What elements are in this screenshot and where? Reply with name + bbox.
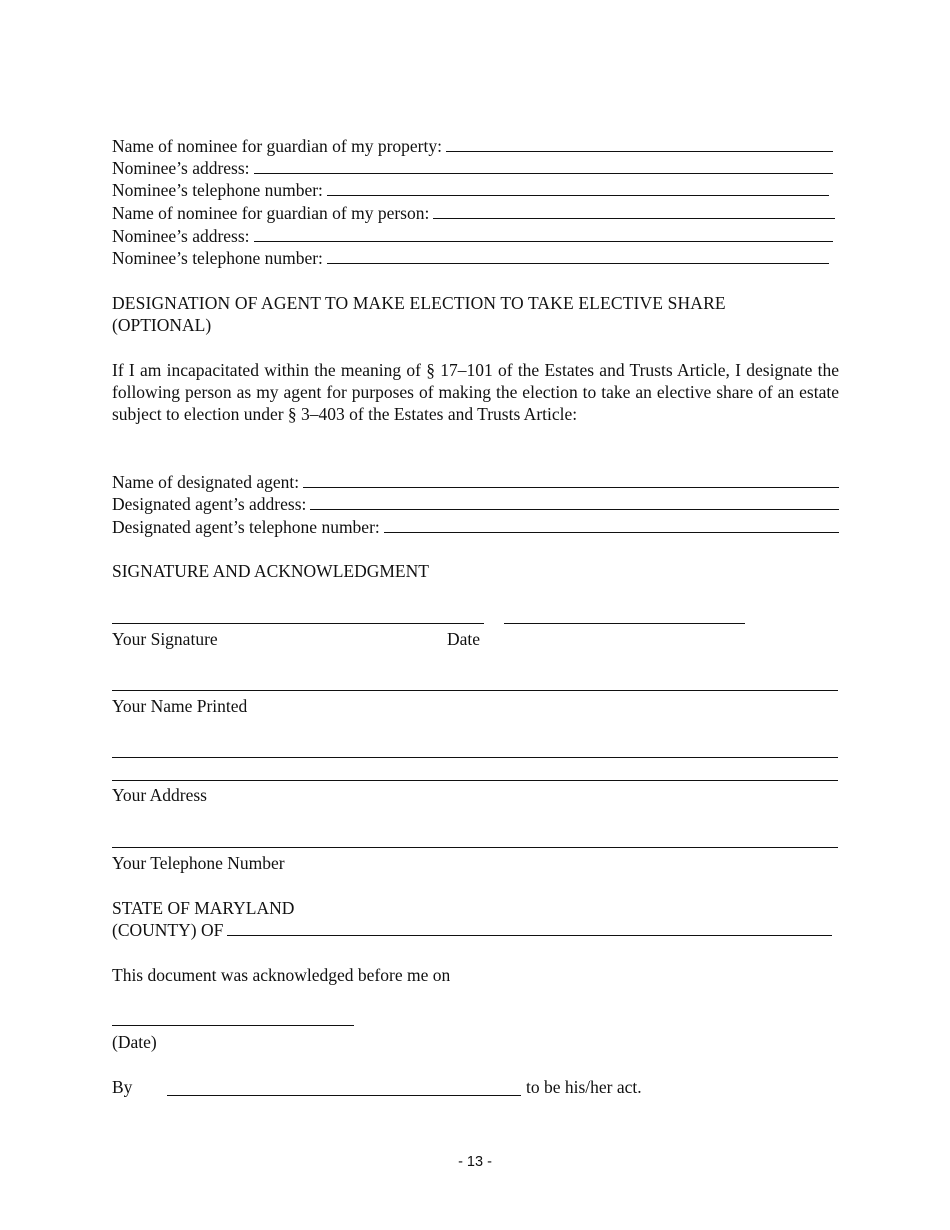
agent-address-label: Designated agent’s address: xyxy=(112,494,307,514)
designation-paragraph: If I am incapacitated within the meaning of § 17–101 of the Estates and Trusts Article, I designate the following person as my agent for purposes of making the election to take an elective share of an estate subject to election under § 3–403 of the Estates and Trusts Article: xyxy=(112,360,839,424)
person-nominee-address-label: Nominee’s address: xyxy=(112,226,250,246)
property-nominee-phone-label: Nominee’s telephone number: xyxy=(112,180,323,200)
by-name-line[interactable] xyxy=(167,1095,521,1096)
person-nominee-phone-label: Nominee’s telephone number: xyxy=(112,248,323,268)
person-nominee-phone-line[interactable] xyxy=(327,249,829,264)
notary-date-line[interactable] xyxy=(112,1025,354,1026)
property-nominee-name-line[interactable] xyxy=(446,137,833,152)
agent-phone-field[interactable] xyxy=(112,516,839,538)
acknowledged-text: This document was acknowledged before me on xyxy=(112,965,451,985)
your-name-printed-label: Your Name Printed xyxy=(112,696,248,716)
person-nominee-address-field[interactable] xyxy=(112,225,833,247)
agent-address-line[interactable] xyxy=(310,495,839,510)
state-of-maryland: STATE OF MARYLAND xyxy=(112,898,295,918)
printed-name-line[interactable] xyxy=(112,690,838,691)
property-nominee-address-field[interactable] xyxy=(112,157,833,179)
address-line-1[interactable] xyxy=(112,757,838,758)
property-nominee-phone-line[interactable] xyxy=(327,181,829,196)
agent-name-line[interactable] xyxy=(303,473,839,488)
signature-line[interactable] xyxy=(112,623,484,624)
agent-name-label: Name of designated agent: xyxy=(112,472,300,492)
designation-heading-line1: DESIGNATION OF AGENT TO MAKE ELECTION TO TAKE ELECTIVE SHARE xyxy=(112,293,726,313)
property-nominee-name-label: Name of nominee for guardian of my property: xyxy=(112,136,442,156)
county-label: (COUNTY) OF xyxy=(112,920,224,940)
property-nominee-phone-field[interactable] xyxy=(112,179,829,201)
person-nominee-address-line[interactable] xyxy=(254,227,833,242)
act-suffix: to be his/her act. xyxy=(526,1077,642,1097)
property-nominee-name-field[interactable] xyxy=(112,135,833,157)
your-address-label: Your Address xyxy=(112,785,207,805)
notary-date-label: (Date) xyxy=(112,1032,157,1052)
signature-heading: SIGNATURE AND ACKNOWLEDGMENT xyxy=(112,561,429,581)
agent-phone-label: Designated agent’s telephone number: xyxy=(112,517,380,537)
agent-address-field[interactable] xyxy=(112,493,839,515)
agent-name-field[interactable] xyxy=(112,471,839,493)
date-label: Date xyxy=(447,629,481,649)
person-nominee-name-label: Name of nominee for guardian of my person: xyxy=(112,203,430,223)
agent-phone-line[interactable] xyxy=(384,518,839,533)
person-nominee-name-field[interactable] xyxy=(112,202,835,224)
property-nominee-address-line[interactable] xyxy=(254,159,833,174)
telephone-line[interactable] xyxy=(112,847,838,848)
date-line[interactable] xyxy=(504,623,745,624)
property-nominee-address-label: Nominee’s address: xyxy=(112,158,250,178)
your-telephone-label: Your Telephone Number xyxy=(112,853,285,873)
your-signature-label: Your Signature xyxy=(112,629,218,649)
county-field[interactable] xyxy=(112,919,832,941)
by-label: By xyxy=(112,1077,133,1097)
address-line-2[interactable] xyxy=(112,780,838,781)
page-number: - 13 - xyxy=(458,1154,492,1170)
person-nominee-phone-field[interactable] xyxy=(112,247,829,269)
designation-heading-line2: (OPTIONAL) xyxy=(112,315,212,335)
person-nominee-name-line[interactable] xyxy=(433,204,835,219)
county-line[interactable] xyxy=(227,921,832,936)
